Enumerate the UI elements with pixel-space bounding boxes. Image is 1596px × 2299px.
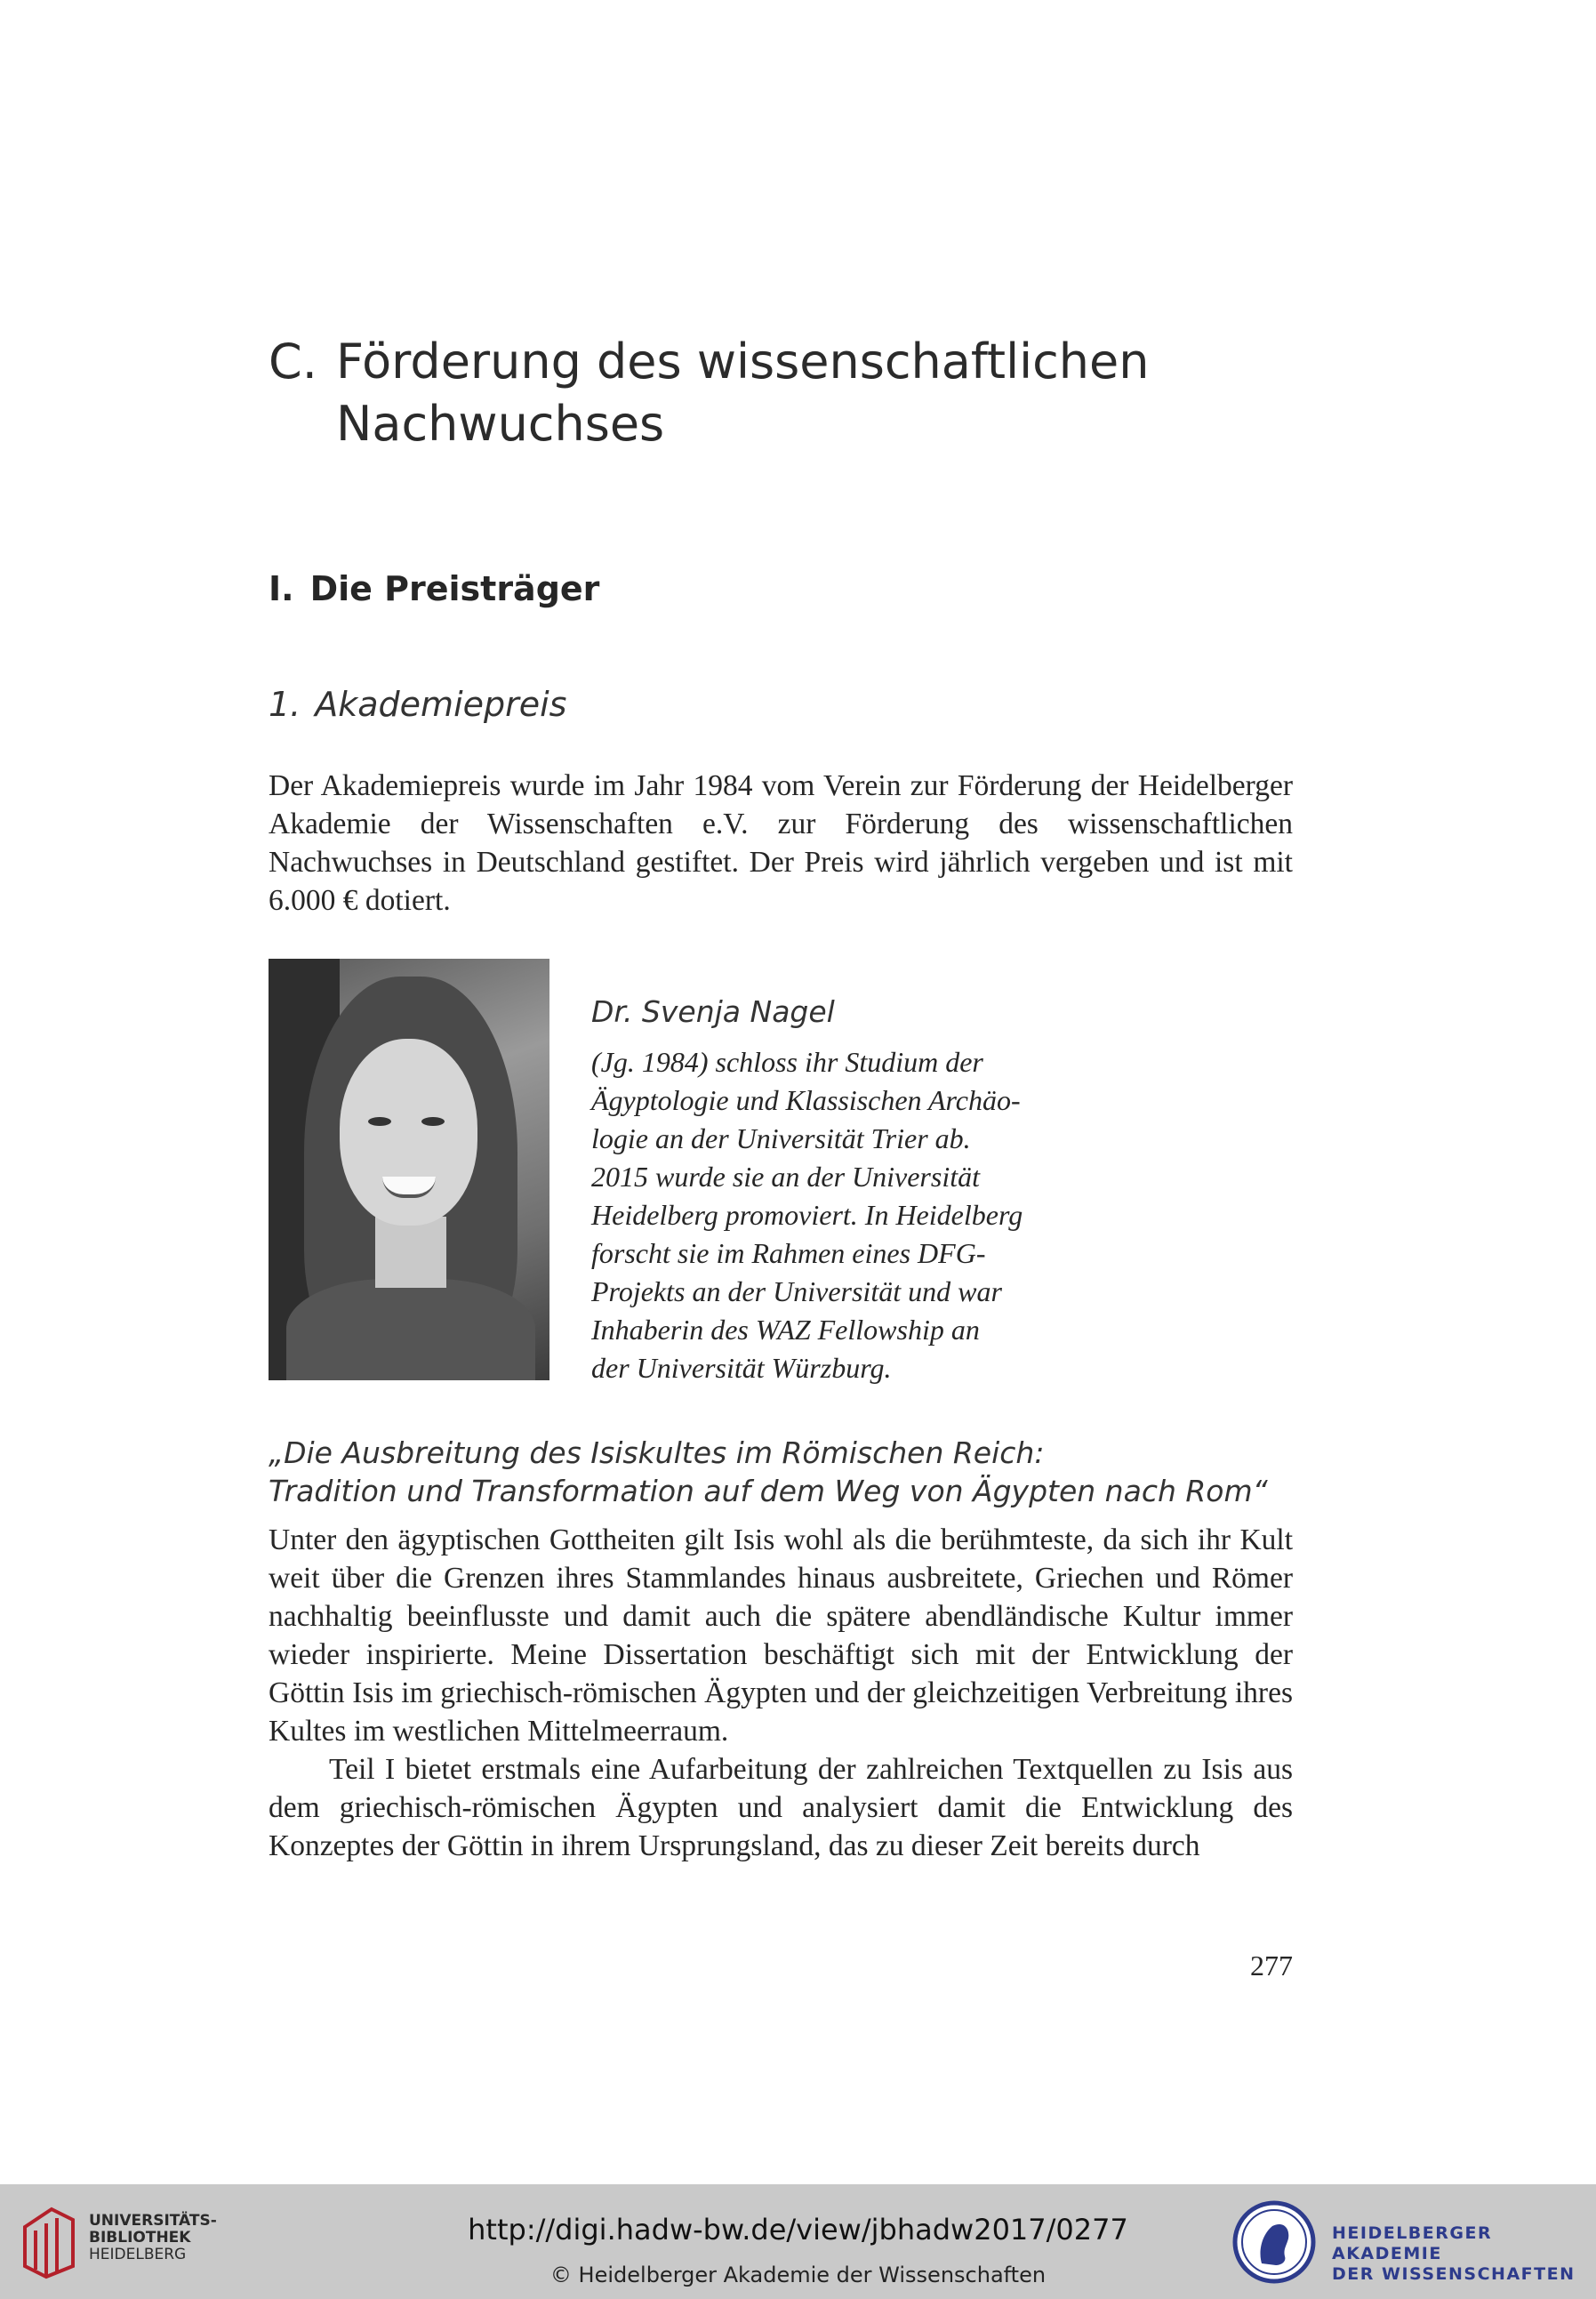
laureate-portrait-photo	[269, 959, 549, 1380]
subsection-title: Akademiepreis	[315, 685, 567, 724]
laureate-bio-line: logie an der Universität Trier ab.	[591, 1122, 971, 1154]
source-url-link[interactable]: http://digi.hadw-bw.de/view/jbhadw2017/0277	[468, 2213, 1128, 2247]
laureate-bio-line: Projekts an der Universität und war	[591, 1275, 1002, 1307]
chapter-number: C.	[269, 334, 317, 390]
section-number: I.	[269, 569, 294, 608]
laureate-bio-line: der Universität Würzburg.	[591, 1352, 892, 1384]
laureate-bio-line: Heidelberg promoviert. In Heidelberg	[591, 1199, 1023, 1231]
dissertation-title	[269, 1434, 1268, 1510]
subsection-heading	[269, 685, 566, 724]
laureate-bio-line: (Jg. 1984) schloss ihr Studium der	[591, 1046, 983, 1078]
academy-name: HEIDELBERGER AKADEMIE DER WISSENSCHAFTEN	[1332, 2223, 1576, 2284]
page-number: 277	[1250, 1949, 1293, 1981]
section-heading	[269, 569, 599, 608]
intro-paragraph: Der Akademiepreis wurde im Jahr 1984 vom Verein zur Förderung der Heidelberger Akademie der Wissenschaften e.V. zur Förderung des wissenschaftlichen Nachwuchses in Deutschland gestiftet. Der Preis wird jährlich vergeben und ist mit 6.000 € dotiert.	[269, 769, 1293, 917]
section-title: Die Preisträger	[309, 569, 600, 608]
subsection-number: 1.	[269, 685, 301, 724]
footer-bar	[0, 2184, 1596, 2299]
copyright-notice: © Heidelberger Akademie der Wissenschaften	[549, 2263, 1047, 2287]
laureate-bio-line: Ägyptologie und Klassischen Archäo-	[591, 1084, 1021, 1116]
university-library-name: UNIVERSITÄTS- BIBLIOTHEK HEIDELBERG	[89, 2212, 217, 2263]
body-paragraph-1: Unter den ägyptischen Gottheiten gilt Isis wohl als die berühmteste, da sich ihr Kult weit über die Grenzen ihres Stammlandes hinaus ausbreitete, Griechen und Römer nachhaltig beeinflusste und damit auch die spätere abendländische Kultur immer wieder inspirierte. Meine Dissertation beschäftigt sich mit der Entwicklung der Göttin Isis im griechisch-römischen Ägypten und der gleichzeitigen Verbreitung ihres Kultes im westlichen Mittelmeerraum.	[269, 1523, 1293, 1748]
dissertation-title-line1: „Die Ausbreitung des Isiskultes im Römischen Reich:	[269, 1435, 1045, 1470]
laureate-bio-line: 2015 wurde sie an der Universität	[591, 1161, 980, 1193]
body-paragraph-2: Teil I bietet erstmals eine Aufarbeitung der zahlreichen Textquellen zu Isis aus dem griechisch-römischen Ägypten und analysiert damit die Entwicklung des Konzeptes der Göttin in ihrem Ursprungsland, das zu dieser Zeit bereits durch	[269, 1753, 1293, 1862]
laureate-name: Dr. Svenja Nagel	[591, 994, 835, 1029]
laureate-bio-line: Inhaberin des WAZ Fellowship an	[591, 1314, 980, 1346]
laureate-bio-line: forscht sie im Rahmen eines DFG-	[591, 1237, 986, 1269]
academy-seal-icon	[1231, 2199, 1317, 2285]
dissertation-title-line2: Tradition und Transformation auf dem Weg von Ägypten nach Rom“	[269, 1474, 1268, 1508]
chapter-title: Förderung des wissenschaftlichen Nachwuchses	[336, 334, 1150, 452]
